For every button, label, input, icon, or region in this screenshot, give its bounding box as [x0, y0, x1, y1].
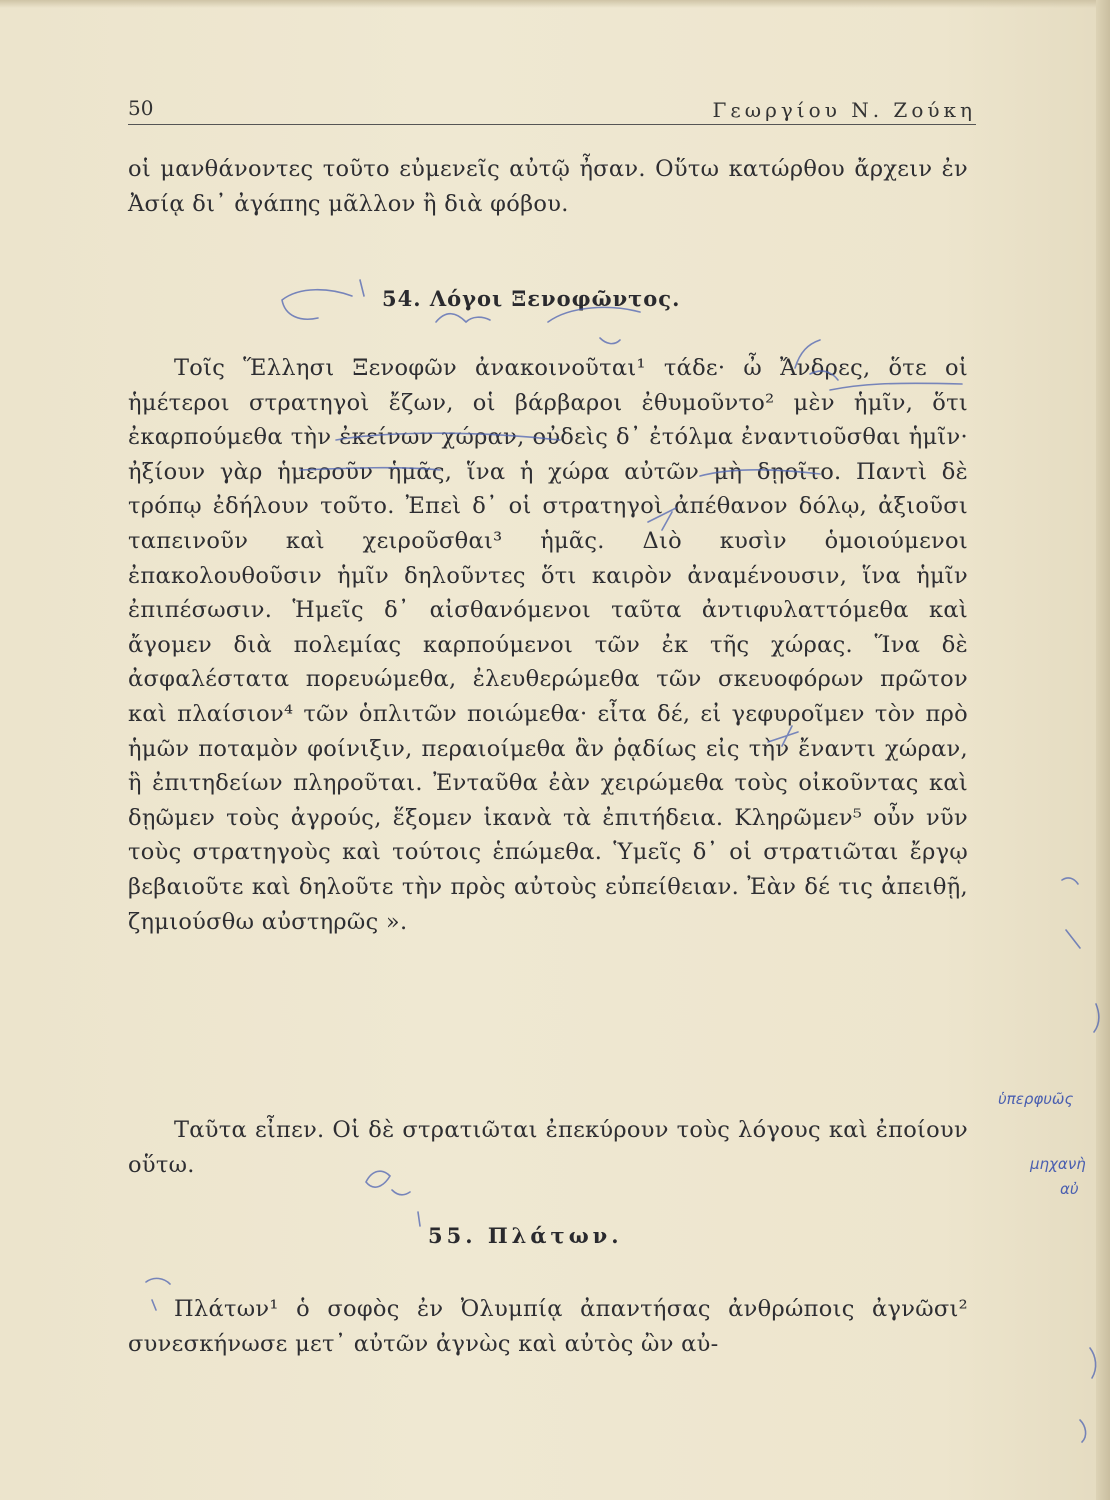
running-title: Γεωργίου Ν. Ζούκη: [712, 98, 976, 122]
section-54-heading: 54. Λόγοι Ξενοφῶντος.: [382, 286, 681, 311]
page-number: 50: [128, 96, 154, 120]
section-54-paragraph-1: Τοῖς Ἕλλησι Ξενοφῶν ἀνακοινοῦται¹ τάδε· ὦ Ἄνδρες, ὅτε οἱ ἡμέτεροι στρατηγοὶ ἔζων, οἱ βάρβαροι ἐθυμοῦντο² μὲν ἡμῖν, ὅτι ἐκαρπούμεθα τὴν ἐκείνων χώραν, οὐδεὶς δ᾿ ἐτόλμα ἐναντιοῦσθαι ἡμῖν· ἠξίουν γὰρ ἡμεροῦν ἡμᾶς, ἵνα ἡ χώρα αὐτῶν μὴ δῃοῖτο. Παντὶ δὲ τρόπῳ ἐδήλουν τοῦτο. Ἐπεὶ δ᾿ οἱ στρατηγοὶ ἀπέθανον δόλῳ, ἀξιοῦσι ταπεινοῦν καὶ χειροῦσθαι³ ἡμᾶς. Διὸ κυσὶν ὁμοιούμενοι ἐπακολουθοῦσιν ἡμῖν δηλοῦντες ὅτι καιρὸν ἀναμένουσιν, ἵνα ἡμῖν ἐπιπέσωσιν. Ἡμεῖς δ᾿ αἰσθανόμενοι ταῦτα ἀντιφυλαττόμεθα καὶ ἄγομεν διὰ πολεμίας καρπούμενοι τῶν ἐκ τῆς χώρας. Ἵνα δὲ ἀσφαλέστατα πορευώμεθα, ἐλευθερώμεθα τῶν σκευοφόρων πρῶτον καὶ πλαίσιον⁴ τῶν ὁπλιτῶν ποιώμεθα· εἶτα δέ, εἰ γεφυροῖμεν τὸν πρὸ ἡμῶν ποταμὸν φοίνιξιν, περαιοίμεθα ἂν ῥᾳδίως εἰς τὴν ἔναντι χώραν, ἣ ἐπιτηδείων πληροῦται. Ἐνταῦθα ἐὰν χειρώμεθα τοὺς οἰκοῦντας καὶ δῃῶμεν τοὺς ἀγρούς, ἕξομεν ἱκανὰ τὰ ἐπιτήδεια. Κληρῶμεν⁵ οὖν νῦν τοὺς στρατηγοὺς καὶ τούτοις ἑπώμεθα. Ὑμεῖς δ᾿ οἱ στρατιῶται ἔργῳ βεβαιοῦτε καὶ δηλοῦτε τὴν πρὸς αὐτοὺς εὐπείθειαν. Ἐὰν δέ τις ἀπειθῇ, ζημιούσθω αὐστηρῶς ».: [128, 355, 968, 935]
intro-paragraph: οἱ μανθάνοντες τοῦτο εὐμενεῖς αὐτῷ ἦσαν. Οὕτω κατώρθου ἄρχειν ἐν Ἀσίᾳ δι᾿ ἀγάπης μᾶλλον ἢ διὰ φόβου.: [128, 156, 968, 217]
section-55-paragraph-1: Πλάτων¹ ὁ σοφὸς ἐν Ὀλυμπίᾳ ἀπαντήσας ἀνθρώποις ἀγνῶσι² συνεσκήνωσε μετ᾿ αὐτῶν ἀγνὼς καὶ αὐτὸς ὢν αὐ-: [128, 1296, 968, 1357]
page-header: [128, 96, 976, 126]
margin-note: ὑπερφυῶς: [998, 1090, 1074, 1108]
section-54-paragraph-2: Ταῦτα εἶπεν. Οἱ δὲ στρατιῶται ἐπεκύρουν τοὺς λόγους καὶ ἐποίουν οὕτω.: [128, 1117, 968, 1178]
section-55-heading: 55. Πλάτων.: [428, 1223, 623, 1248]
page-top-edge: [0, 0, 1110, 8]
header-rule: [128, 124, 976, 125]
margin-note: μηχανὴ: [1030, 1155, 1086, 1173]
margin-note: αὐ: [1060, 1180, 1079, 1198]
page-right-edge: [1096, 0, 1110, 1500]
